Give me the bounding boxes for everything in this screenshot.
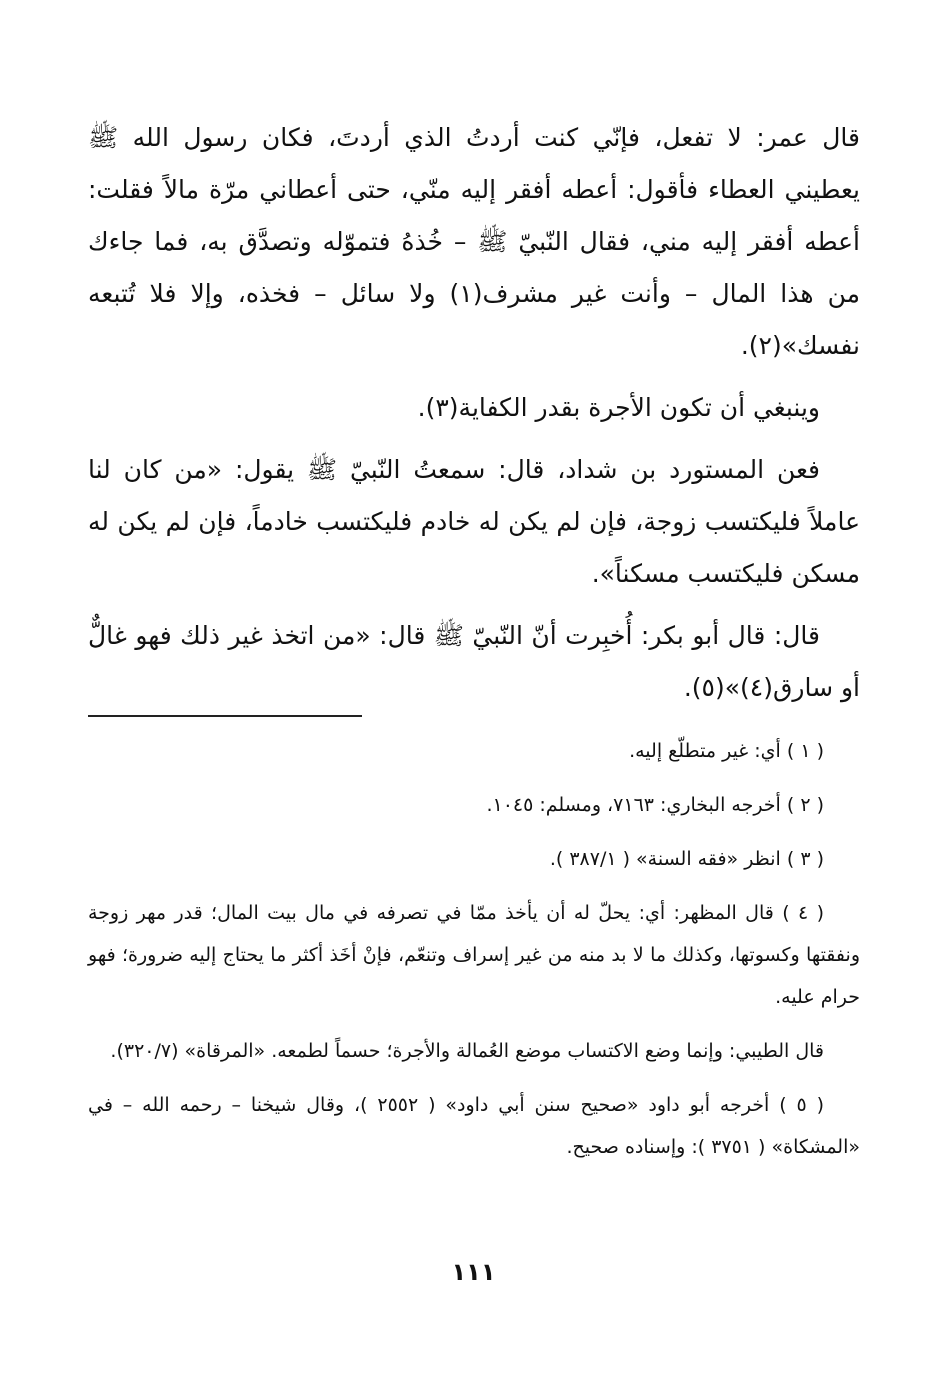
footnote-5: ( ٥ ) أخرجه أبو داود «صحيح سنن أبي داود» ( ٢٥٥٢ )، وقال شيخنا – رحمه الله – في «المشكاة» ( ٣٧٥١ ): وإسناده صحيح. [88, 1094, 860, 1158]
main-text [88, 112, 860, 714]
footnote-separator [88, 715, 362, 717]
footnote-1: ( ١ ) أي: غير متطلّع إليه. [629, 740, 824, 762]
footnotes [88, 730, 860, 1168]
footnote-2: ( ٢ ) أخرجه البخاري: ٧١٦٣، ومسلم: ١٠٤٥. [486, 794, 824, 816]
main-paragraph-2: وينبغي أن تكون الأجرة بقدر الكفاية(٣). [417, 393, 820, 422]
main-paragraph-1: قال عمر: لا تفعل، فإنّي كنت أردتُ الذي أردتَ، فكان رسول الله ﷺ يعطيني العطاء فأقول: أعطه أفقر إليه منّي، حتى أعطاني مرّة مالاً فقلت: أعطه أفقر إليه مني، فقال النّبيّ ﷺ – خُذهُ فتموّله وتصدَّق به، فما جاءك من هذا المال – وأنت غير مشرف(١) ولا سائل – فخذه، وإلا فلا تُتبعه نفسك»(٢). [88, 123, 860, 360]
footnote-4-continued: قال الطيبي: وإنما وضع الاكتساب موضع العُمالة والأجرة؛ حسماً لطمعه. «المرقاة» (٣٢٠/٧). [110, 1040, 824, 1062]
page-number: ١١١ [451, 1258, 496, 1286]
main-paragraph-4: قال: قال أبو بكر: أُخبِرت أنّ النّبيّ ﷺ قال: «من اتخذ غير ذلك فهو غالٌّ أو سارق(٤)»(٥). [88, 621, 860, 702]
footnote-3: ( ٣ ) انظر «فقه السنة» ( ٣٨٧/١ ). [549, 848, 824, 870]
footnote-4: ( ٤ ) قال المظهر: أي: يحلّ له أن يأخذ ممّا في تصرفه في مال بيت المال؛ قدر مهر زوجة ونفقتها وكسوتها، وكذلك ما لا بد منه من غير إسراف وتنعّم، فإنْ أخَذ أكثر ما يحتاج إليه ضرورة؛ فهو حرام عليه. [88, 902, 860, 1008]
main-paragraph-3: فعن المستورد بن شداد، قال: سمعتُ النّبيّ ﷺ يقول: «من كان لنا عاملاً فليكتسب زوجة، فإن لم يكن له خادم فليكتسب خادماً، فإن لم يكن له مسكن فليكتسب مسكناً». [88, 455, 860, 588]
